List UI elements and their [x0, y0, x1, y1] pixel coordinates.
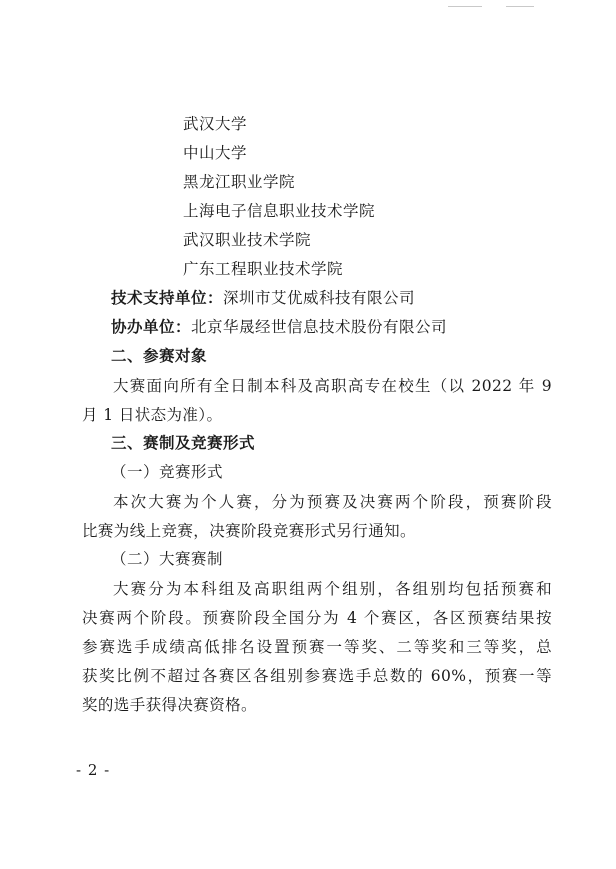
tech-support-line	[111, 288, 415, 308]
section2-line: 大赛面向所有全日制本科及高职高专在校生（以 2022 年 9	[113, 377, 552, 395]
section2-heading: 二、参赛对象	[111, 346, 208, 365]
organizer-item: 上海电子信息职业技术学院	[183, 202, 376, 220]
organizer-item: 中山大学	[183, 144, 248, 162]
sub2-line: 参赛选手成绩高低排名设置预赛一等奖、二等奖和三等奖，总	[82, 638, 552, 656]
sub2-line: 大赛分为本科组及高职组两个组别，各组别均包括预赛和	[113, 580, 552, 598]
tech-support-value: 深圳市艾优威科技有限公司	[223, 289, 416, 307]
organizer-item: 武汉职业技术学院	[183, 231, 312, 249]
co-organizer-line	[111, 317, 447, 337]
sub1-line: 比赛为线上竞赛，决赛阶段竞赛形式另行通知。	[82, 522, 416, 540]
co-organizer-label: 协办单位：	[111, 317, 192, 336]
co-organizer-value: 北京华晟经世信息技术股份有限公司	[191, 318, 448, 336]
sub2-line: 获奖比例不超过各赛区各组别参赛选手总数的 60%，预赛一等	[82, 667, 552, 685]
scan-artifact	[506, 6, 534, 7]
scan-artifact	[448, 6, 482, 7]
sub2-line: 奖的选手获得决赛资格。	[82, 696, 257, 714]
organizer-item: 武汉大学	[183, 115, 248, 133]
page-number: - 2 -	[76, 761, 111, 779]
organizer-item: 黑龙江职业学院	[183, 173, 296, 191]
section3-heading: 三、赛制及竞赛形式	[111, 433, 256, 452]
sub1-line: 本次大赛为个人赛，分为预赛及决赛两个阶段，预赛阶段	[113, 493, 552, 511]
section2-line: 月 1 日状态为准）。	[82, 406, 223, 424]
tech-support-label: 技术支持单位：	[111, 288, 224, 307]
sub2-line: 决赛两个阶段。预赛阶段全国分为 4 个赛区，各区预赛结果按	[82, 609, 552, 627]
sub2-heading: （二）大赛赛制	[111, 550, 224, 568]
sub1-heading: （一）竞赛形式	[111, 463, 224, 481]
organizer-item: 广东工程职业技术学院	[183, 260, 344, 278]
